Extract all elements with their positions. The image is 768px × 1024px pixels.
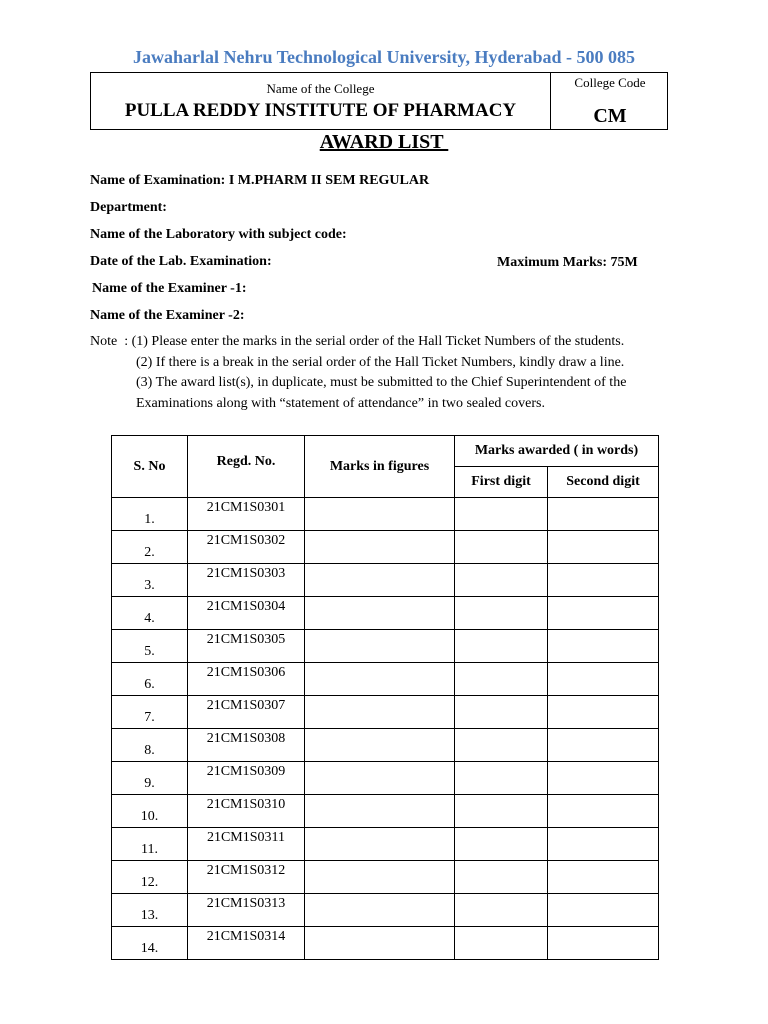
first-digit-cell[interactable] <box>455 762 548 795</box>
second-digit-cell[interactable] <box>548 894 659 927</box>
row-sno: 13. <box>112 894 188 927</box>
examiner-2-field: Name of the Examiner -2: <box>90 308 245 323</box>
examiner-1-field: Name of the Examiner -1: <box>92 281 247 296</box>
header-regd-no: Regd. No. <box>188 436 305 498</box>
marks-in-figures-cell[interactable] <box>305 597 455 630</box>
row-sno: 12. <box>112 861 188 894</box>
first-digit-cell[interactable] <box>455 663 548 696</box>
table-row <box>112 861 659 894</box>
table-row <box>112 828 659 861</box>
header-marks-in-figures: Marks in figures <box>305 436 455 498</box>
second-digit-cell[interactable] <box>548 630 659 663</box>
college-code-label: College Code <box>574 75 646 90</box>
row-regd-no: 21CM1S0308 <box>188 729 305 762</box>
first-digit-cell[interactable] <box>455 861 548 894</box>
second-digit-cell[interactable] <box>548 531 659 564</box>
header-second-digit: Second digit <box>548 467 659 498</box>
second-digit-cell[interactable] <box>548 498 659 531</box>
first-digit-cell[interactable] <box>455 795 548 828</box>
marks-in-figures-cell[interactable] <box>305 564 455 597</box>
row-sno: 4. <box>112 597 188 630</box>
second-digit-cell[interactable] <box>548 597 659 630</box>
row-regd-no: 21CM1S0301 <box>188 498 305 531</box>
row-regd-no: 21CM1S0311 <box>188 828 305 861</box>
row-regd-no: 21CM1S0305 <box>188 630 305 663</box>
first-digit-cell[interactable] <box>455 894 548 927</box>
note-line-2: (2) If there is a break in the serial order of the Hall Ticket Numbers, kindly draw a line. <box>136 355 625 370</box>
row-sno: 8. <box>112 729 188 762</box>
row-regd-no: 21CM1S0313 <box>188 894 305 927</box>
first-digit-cell[interactable] <box>455 927 548 960</box>
row-regd-no: 21CM1S0310 <box>188 795 305 828</box>
table-row <box>112 564 659 597</box>
second-digit-cell[interactable] <box>548 828 659 861</box>
second-digit-cell[interactable] <box>548 861 659 894</box>
table-row <box>112 795 659 828</box>
first-digit-cell[interactable] <box>455 828 548 861</box>
marks-in-figures-cell[interactable] <box>305 729 455 762</box>
table-row <box>112 531 659 564</box>
row-sno: 6. <box>112 663 188 696</box>
row-regd-no: 21CM1S0303 <box>188 564 305 597</box>
table-row <box>112 597 659 630</box>
row-regd-no: 21CM1S0312 <box>188 861 305 894</box>
note-line-1: Note : (1) Please enter the marks in the serial order of the Hall Ticket Numbers of the students. <box>90 334 625 349</box>
note-line-4: Examinations along with “statement of attendance” in two sealed covers. <box>136 396 545 411</box>
marks-in-figures-cell[interactable] <box>305 663 455 696</box>
row-regd-no: 21CM1S0304 <box>188 597 305 630</box>
award-table <box>111 435 659 960</box>
header-marks-awarded-words: Marks awarded ( in words) <box>455 436 659 467</box>
marks-in-figures-cell[interactable] <box>305 696 455 729</box>
department-field: Department: <box>90 200 167 215</box>
marks-in-figures-cell[interactable] <box>305 762 455 795</box>
row-sno: 5. <box>112 630 188 663</box>
marks-in-figures-cell[interactable] <box>305 630 455 663</box>
second-digit-cell[interactable] <box>548 762 659 795</box>
university-heading: Jawaharlal Nehru Technological University, Hyderabad - 500 085 <box>132 47 636 67</box>
marks-in-figures-cell[interactable] <box>305 828 455 861</box>
row-sno: 1. <box>112 498 188 531</box>
row-regd-no: 21CM1S0307 <box>188 696 305 729</box>
table-row <box>112 729 659 762</box>
first-digit-cell[interactable] <box>455 630 548 663</box>
marks-in-figures-cell[interactable] <box>305 894 455 927</box>
second-digit-cell[interactable] <box>548 564 659 597</box>
college-code: CM <box>593 105 627 127</box>
college-name: PULLA REDDY INSTITUTE OF PHARMACY <box>124 100 517 121</box>
table-row <box>112 696 659 729</box>
marks-in-figures-cell[interactable] <box>305 861 455 894</box>
row-regd-no: 21CM1S0309 <box>188 762 305 795</box>
table-row <box>112 927 659 960</box>
row-sno: 9. <box>112 762 188 795</box>
first-digit-cell[interactable] <box>455 729 548 762</box>
marks-in-figures-cell[interactable] <box>305 795 455 828</box>
table-row <box>112 663 659 696</box>
row-sno: 10. <box>112 795 188 828</box>
row-sno: 7. <box>112 696 188 729</box>
maximum-marks: Maximum Marks: 75M <box>497 255 638 270</box>
table-row <box>112 894 659 927</box>
marks-in-figures-cell[interactable] <box>305 498 455 531</box>
second-digit-cell[interactable] <box>548 927 659 960</box>
row-regd-no: 21CM1S0306 <box>188 663 305 696</box>
row-sno: 14. <box>112 927 188 960</box>
table-row <box>112 762 659 795</box>
row-sno: 2. <box>112 531 188 564</box>
header-sno: S. No <box>112 436 188 498</box>
table-row <box>112 630 659 663</box>
second-digit-cell[interactable] <box>548 795 659 828</box>
first-digit-cell[interactable] <box>455 564 548 597</box>
first-digit-cell[interactable] <box>455 696 548 729</box>
header-first-digit: First digit <box>455 467 548 498</box>
row-regd-no: 21CM1S0314 <box>188 927 305 960</box>
exam-date-field: Date of the Lab. Examination: <box>90 254 272 269</box>
college-name-label: Name of the College <box>266 81 375 96</box>
row-regd-no: 21CM1S0302 <box>188 531 305 564</box>
second-digit-cell[interactable] <box>548 729 659 762</box>
laboratory-field: Name of the Laboratory with subject code: <box>90 227 347 242</box>
first-digit-cell[interactable] <box>455 498 548 531</box>
award-list-title: AWARD LIST <box>319 131 449 153</box>
note-line-3: (3) The award list(s), in duplicate, must be submitted to the Chief Superintendent of the <box>136 375 627 390</box>
first-digit-cell[interactable] <box>455 531 548 564</box>
table-row <box>112 498 659 531</box>
row-sno: 3. <box>112 564 188 597</box>
marks-in-figures-cell[interactable] <box>305 927 455 960</box>
row-sno: 11. <box>112 828 188 861</box>
second-digit-cell[interactable] <box>548 663 659 696</box>
first-digit-cell[interactable] <box>455 597 548 630</box>
examination-name: Name of Examination: I M.PHARM II SEM REGULAR <box>90 173 430 188</box>
marks-in-figures-cell[interactable] <box>305 531 455 564</box>
second-digit-cell[interactable] <box>548 696 659 729</box>
college-info-box <box>90 72 668 130</box>
